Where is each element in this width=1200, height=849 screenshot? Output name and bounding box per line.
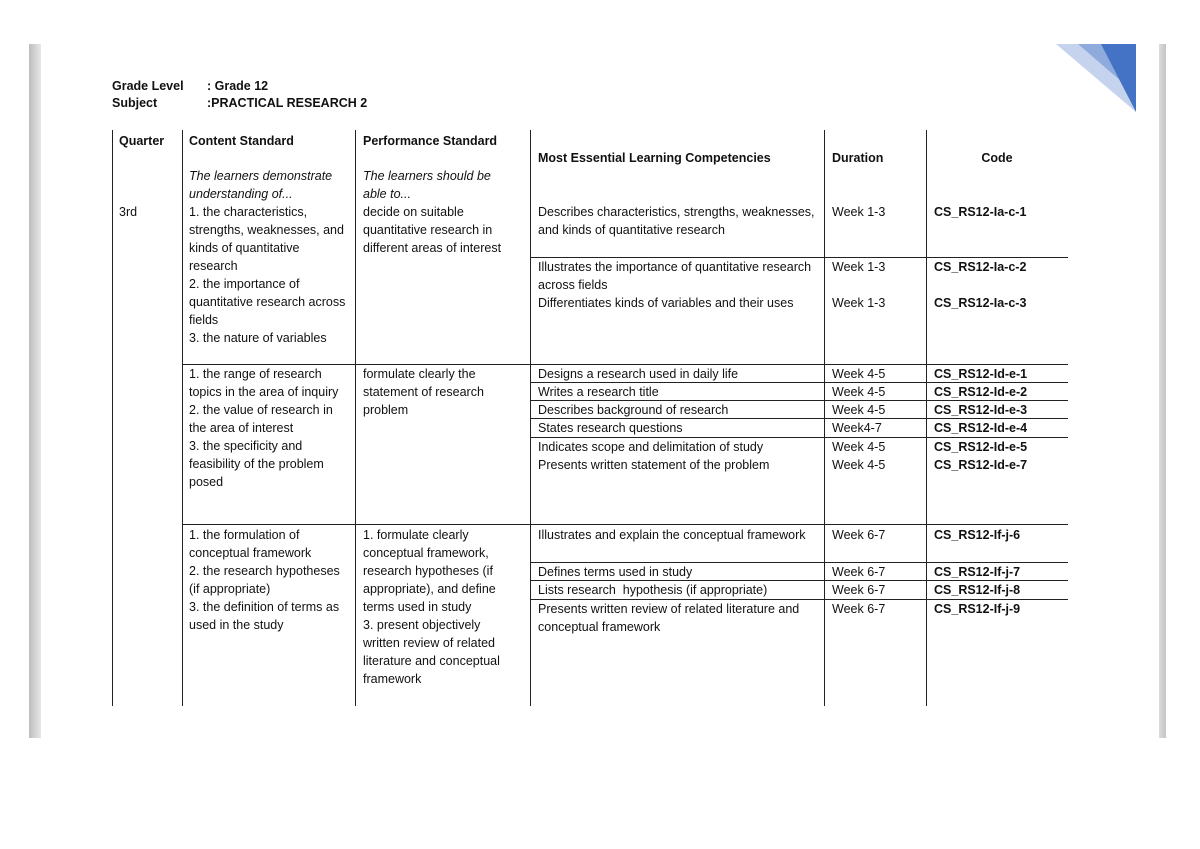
code: CS_RS12-If-j-9 — [934, 602, 1021, 616]
competency: Defines terms used in study — [538, 565, 693, 579]
code: CS_RS12-Ia-c-2 — [934, 260, 1027, 274]
duration: Week4-7 — [832, 421, 882, 435]
table-border — [112, 130, 113, 706]
document-header — [112, 78, 367, 112]
table-divider — [182, 130, 183, 706]
competency: Presents written statement of the problem — [538, 458, 770, 472]
duration: Week 4-5 — [832, 440, 886, 454]
header-code: Code — [981, 151, 1013, 165]
code: CS_RS12-Ia-c-3 — [934, 296, 1027, 310]
code: CS_RS12-If-j-7 — [934, 565, 1021, 579]
duration: Week 4-5 — [832, 385, 886, 399]
content-standard-group-2: 1. the range of research topics in the area of inquiry 2. the value of research in the area of interest 3. the specificity and feasibility of the problem posed — [189, 367, 339, 489]
code: CS_RS12-If-j-8 — [934, 583, 1021, 597]
grade-level-label: Grade Level — [112, 79, 184, 93]
code: CS_RS12-If-j-6 — [934, 528, 1021, 542]
subject-label: Subject — [112, 96, 158, 110]
competency: Describes characteristics, strengths, weaknesses, and kinds of quantitative research — [538, 205, 815, 237]
duration: Week 1-3 — [832, 205, 886, 219]
duration: Week 4-5 — [832, 403, 886, 417]
content-standard-group-1: 1. the characteristics, strengths, weaknesses, and kinds of quantitative research 2. the importance of quantitative research across fields 3. the nature of variables — [189, 205, 346, 345]
code: CS_RS12-Id-e-3 — [934, 403, 1028, 417]
header-duration: Duration — [832, 151, 884, 165]
page-right-edge — [1159, 44, 1166, 738]
competency: States research questions — [538, 421, 683, 435]
duration: Week 6-7 — [832, 565, 886, 579]
competency: Describes background of research — [538, 403, 729, 417]
performance-standard-group-3: 1. formulate clearly conceptual framework, research hypotheses (if appropriate), and define terms used in study 3. present objectively written review of related literature and conceptual framework — [363, 528, 500, 686]
table-divider — [355, 130, 356, 706]
grade-level-value: : Grade 12 — [207, 79, 269, 93]
duration: Week 6-7 — [832, 602, 886, 616]
header-competencies: Most Essential Learning Competencies — [538, 151, 771, 165]
code: CS_RS12-Id-e-1 — [934, 367, 1028, 381]
subject-value: :PRACTICAL RESEARCH 2 — [207, 96, 368, 110]
content-standard-intro: The learners demonstrate understanding of... — [189, 169, 333, 201]
competency: Illustrates the importance of quantitative research across fields — [538, 260, 812, 292]
duration: Week 1-3 — [832, 260, 886, 274]
performance-standard-intro: The learners should be able to... — [363, 169, 491, 201]
competency: Lists research hypothesis (if appropriate) — [538, 583, 768, 597]
competency: Indicates scope and delimitation of study — [538, 440, 764, 454]
content-standard-group-3: 1. the formulation of conceptual framework 2. the research hypotheses (if appropriate) 3. the definition of terms as used in the study — [189, 528, 340, 632]
competency: Differentiates kinds of variables and their uses — [538, 296, 794, 310]
competency: Designs a research used in daily life — [538, 367, 739, 381]
header-quarter: Quarter — [119, 134, 165, 148]
duration: Week 6-7 — [832, 528, 886, 542]
code: CS_RS12-Id-e-4 — [934, 421, 1028, 435]
code: CS_RS12-Id-e-7 — [934, 458, 1028, 472]
duration: Week 1-3 — [832, 296, 886, 310]
code: CS_RS12-Ia-c-1 — [934, 205, 1027, 219]
duration: Week 6-7 — [832, 583, 886, 597]
duration: Week 4-5 — [832, 458, 886, 472]
quarter-value: 3rd — [119, 205, 138, 219]
competency: Presents written review of related literature and conceptual framework — [538, 602, 800, 634]
competency: Writes a research title — [538, 385, 659, 399]
performance-standard-group-1: decide on suitable quantitative research in different areas of interest — [363, 205, 502, 255]
header-content-standard: Content Standard — [189, 134, 294, 148]
performance-standard-group-2: formulate clearly the statement of research problem — [363, 367, 484, 417]
duration: Week 4-5 — [832, 367, 886, 381]
corner-decoration — [1056, 44, 1136, 112]
competency: Illustrates and explain the conceptual framework — [538, 528, 806, 542]
group-separator — [182, 524, 1068, 525]
page-left-edge — [29, 44, 41, 738]
code: CS_RS12-Id-e-5 — [934, 440, 1028, 454]
header-performance-standard: Performance Standard — [363, 134, 498, 148]
code: CS_RS12-Id-e-2 — [934, 385, 1028, 399]
